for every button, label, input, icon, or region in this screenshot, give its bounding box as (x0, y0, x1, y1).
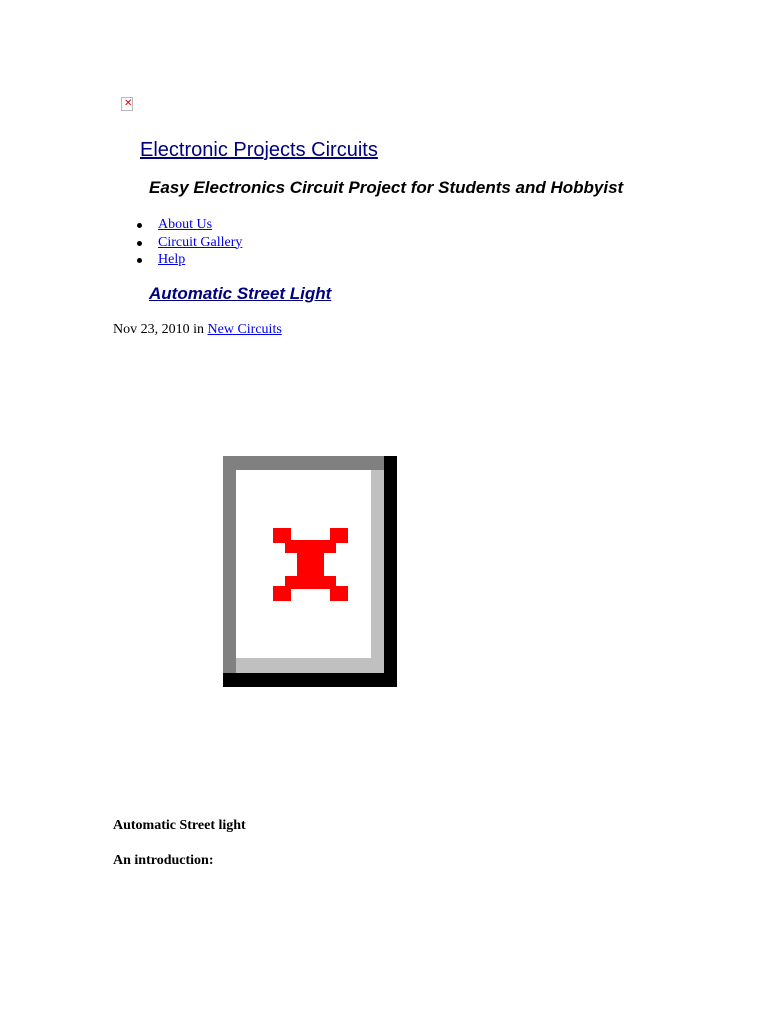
nav-link-circuit-gallery[interactable]: Circuit Gallery (158, 234, 243, 250)
post-meta (113, 321, 282, 339)
broken-image-icon: ✕ (124, 98, 133, 109)
nav-item-about-us (136, 216, 242, 234)
broken-logo-image (121, 97, 133, 111)
nav-item-circuit-gallery (136, 234, 242, 252)
bullet-icon (137, 241, 142, 246)
post-title-link[interactable]: Automatic Street Light (149, 284, 332, 303)
post-in-word: in (193, 322, 205, 337)
article-heading: Automatic Street light (113, 818, 246, 833)
category-link[interactable]: New Circuits (207, 322, 282, 337)
post-date: Nov 23, 2010 (113, 322, 190, 337)
bullet-icon (137, 258, 142, 263)
site-tagline: Easy Electronics Circuit Project for Students and Hobbyist (149, 178, 624, 197)
nav-link-about-us[interactable]: About Us (158, 217, 213, 232)
broken-image-icon (273, 528, 348, 601)
broken-post-image (223, 456, 397, 687)
nav-menu (136, 216, 242, 269)
nav-item-help (136, 251, 242, 269)
bullet-icon (137, 223, 142, 228)
intro-heading: An introduction: (113, 853, 214, 868)
site-title-link[interactable]: Electronic Projects Circuits (140, 139, 378, 161)
nav-link-help[interactable]: Help (158, 252, 186, 267)
